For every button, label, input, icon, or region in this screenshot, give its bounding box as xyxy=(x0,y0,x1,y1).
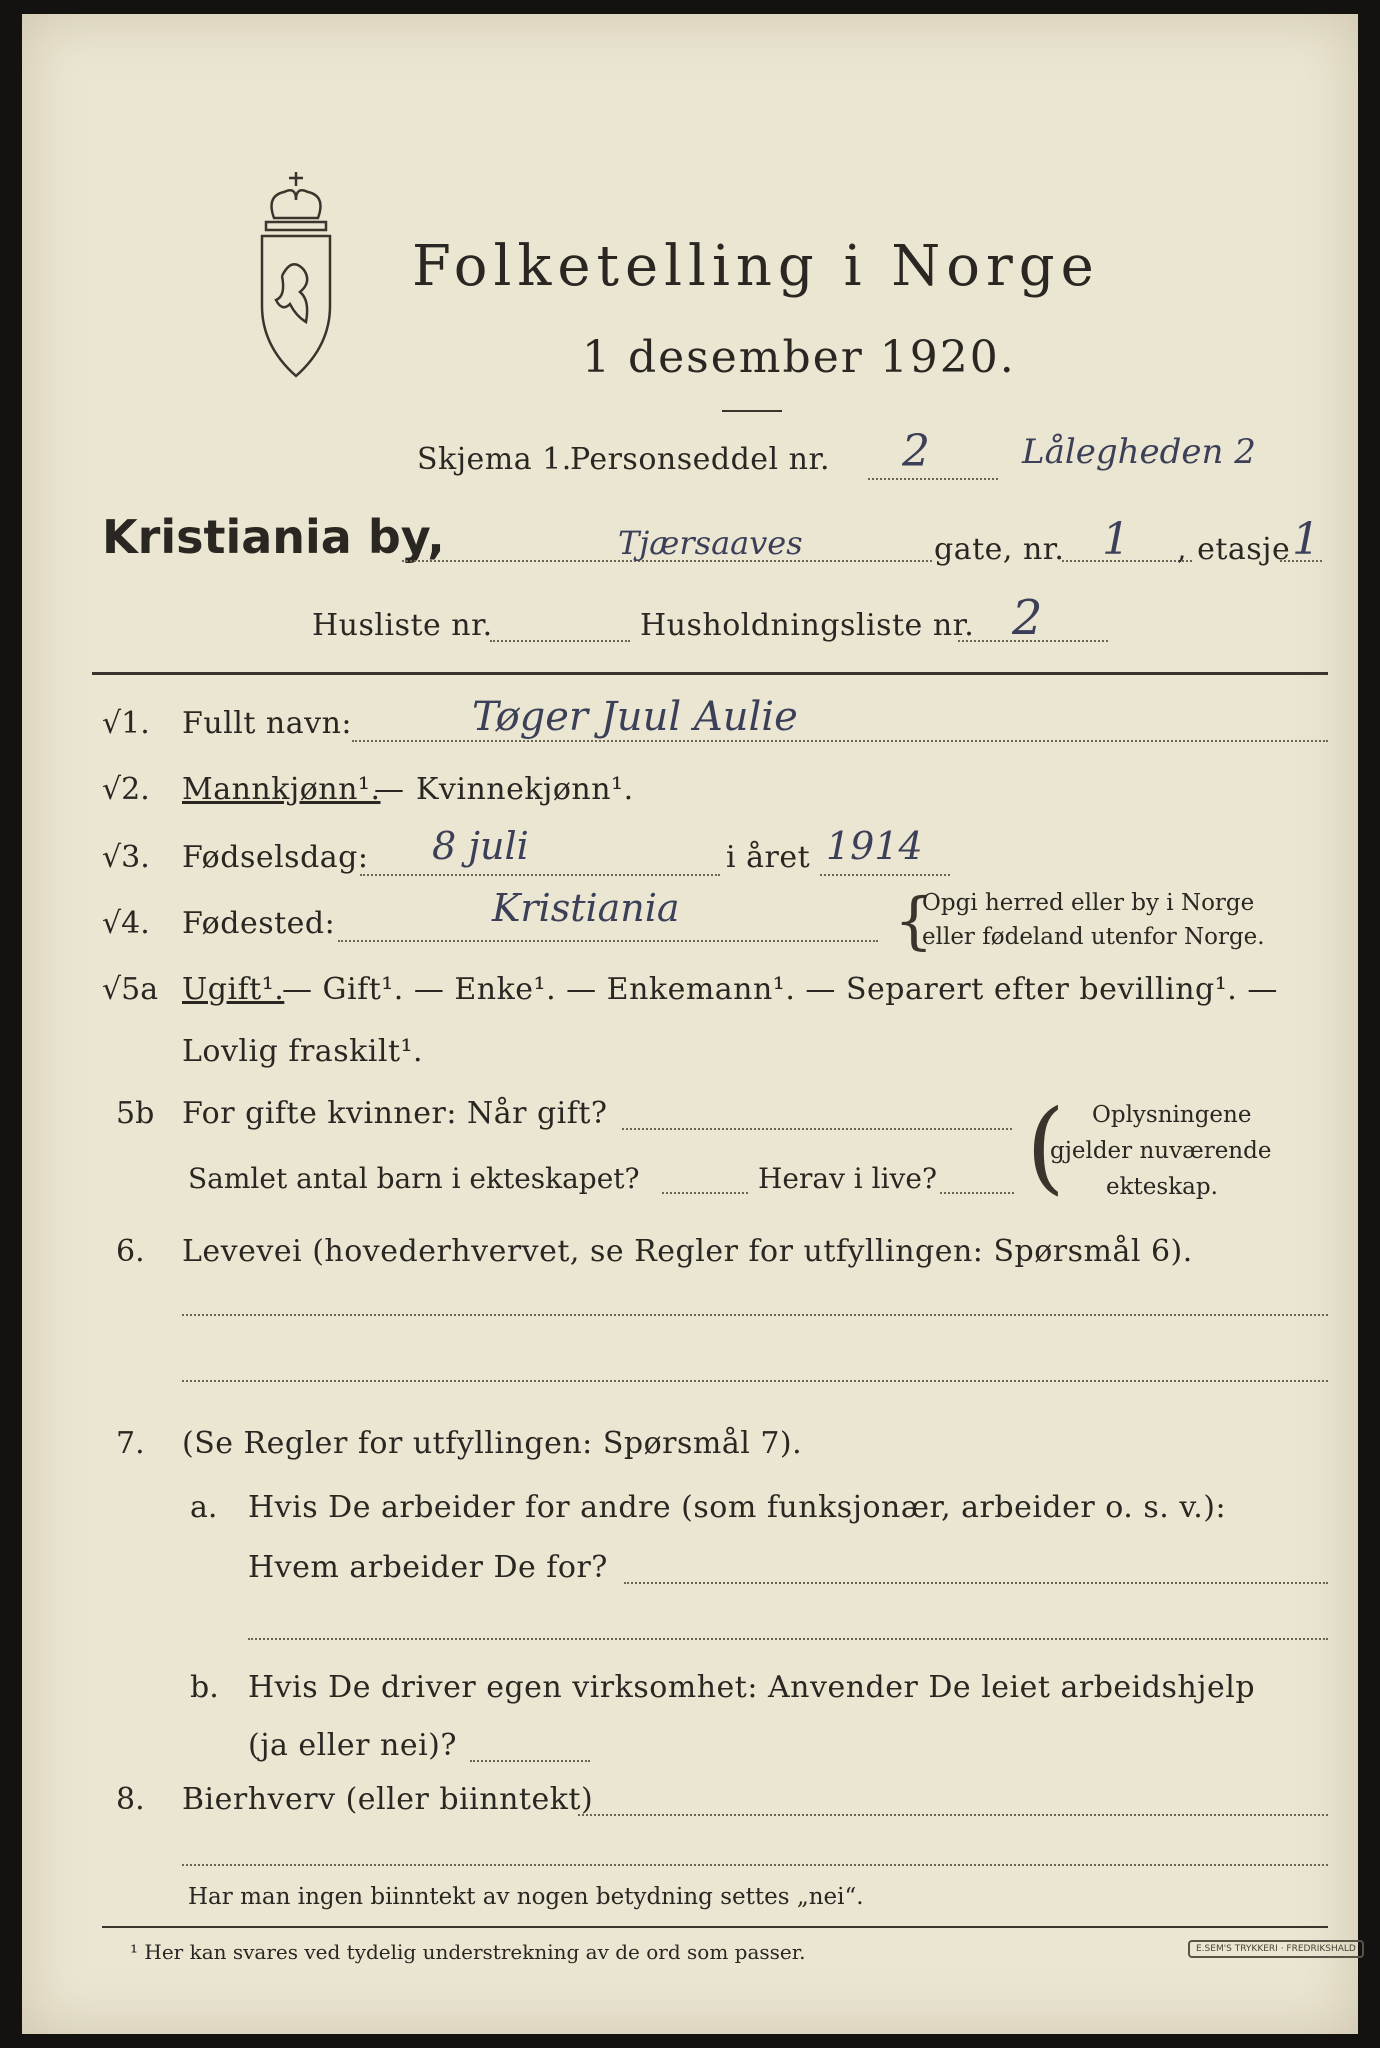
footnote: ¹ Her kan svares ved tydelig understrekning av de ord som passer. xyxy=(130,1940,806,1964)
census-form-page xyxy=(22,14,1358,2034)
q7-number: 7. xyxy=(116,1426,145,1461)
gate-label: gate, nr. xyxy=(934,532,1065,567)
q8-label: Bierhverv (eller biinntekt) xyxy=(182,1782,594,1817)
etasje-value: 1 xyxy=(1292,514,1320,565)
q7a-line1: Hvis De arbeider for andre (som funksjonær, arbeider o. s. v.): xyxy=(248,1490,1227,1525)
husliste-field[interactable] xyxy=(490,640,630,642)
married-date-field[interactable] xyxy=(622,1128,1012,1130)
q3-number: √3. xyxy=(102,840,150,875)
q8-note: Har man ingen biinntekt av nogen betydning settes „nei“. xyxy=(188,1884,864,1910)
census-date: 1 desember 1920. xyxy=(582,332,1016,383)
birth-year-field[interactable] xyxy=(820,874,950,876)
full-name-value: Tøger Juul Aulie xyxy=(472,694,798,740)
birth-year-value: 1914 xyxy=(826,824,923,868)
q5b-note-line2: gjelder nuværende xyxy=(1050,1138,1272,1164)
q5b-brace: ( xyxy=(1026,1088,1066,1205)
q5b-note-line3: ekteskap. xyxy=(1106,1174,1218,1200)
q7b-line1: Hvis De driver egen virksomhet: Anvender De leiet arbeidshjelp xyxy=(248,1670,1256,1705)
gate-nr-value: 1 xyxy=(1102,514,1130,565)
q5b-label3: Herav i live? xyxy=(758,1162,937,1195)
birthday-value: 8 juli xyxy=(432,824,529,868)
q5b-label1: For gifte kvinner: Når gift? xyxy=(182,1096,608,1131)
city-label: Kristiania by, xyxy=(102,510,445,564)
q7a-line2: Hvem arbeider De for? xyxy=(248,1550,608,1585)
q6-label: Levevei (hovederhvervet, se Regler for utfyllingen: Spørsmål 6). xyxy=(182,1234,1193,1269)
q7b-letter: b. xyxy=(190,1670,219,1705)
birthplace-value: Kristiania xyxy=(492,886,680,930)
q4-note-line2: eller fødeland utenfor Norge. xyxy=(922,924,1265,950)
husholdning-label: Husholdningsliste nr. xyxy=(640,608,975,643)
q2-female[interactable]: Kvinnekjønn¹. xyxy=(416,772,634,807)
q2-male[interactable]: Mannkjønn¹. xyxy=(182,772,381,807)
q7b-line2: (ja eller nei)? xyxy=(248,1728,457,1763)
personseddel-note: Lålegheden 2 xyxy=(1022,432,1256,472)
etasje-label: , etasje xyxy=(1177,532,1291,567)
birthplace-field[interactable] xyxy=(338,940,878,942)
personseddel-value: 2 xyxy=(902,426,930,477)
q4-label: Fødested: xyxy=(182,906,336,941)
side-income-field[interactable] xyxy=(578,1814,1328,1816)
q1-label: Fullt navn: xyxy=(182,706,353,741)
q5a-options[interactable]: — Gift¹. — Enke¹. — Enkemann¹. — Separert efter bevilling¹. — xyxy=(282,972,1278,1007)
employer-field[interactable] xyxy=(624,1582,1328,1584)
coat-of-arms-icon xyxy=(252,166,340,386)
birthday-field[interactable] xyxy=(360,874,720,876)
personseddel-field[interactable] xyxy=(868,478,998,480)
occupation-field-1[interactable] xyxy=(182,1314,1328,1316)
q2-number: √2. xyxy=(102,772,150,807)
husliste-label: Husliste nr. xyxy=(312,608,493,643)
q5a-number: √5a xyxy=(102,972,159,1007)
q5a-ugift[interactable]: Ugift¹. xyxy=(182,972,285,1007)
q7a-letter: a. xyxy=(190,1490,218,1525)
q5b-label2: Samlet antal barn i ekteskapet? xyxy=(188,1162,640,1195)
q4-brace: { xyxy=(894,884,934,957)
footer-divider xyxy=(102,1926,1328,1928)
q3-label: Fødselsdag: xyxy=(182,840,369,875)
husholdning-value: 2 xyxy=(1012,590,1043,646)
q1-number: √1. xyxy=(102,706,150,741)
q4-number: √4. xyxy=(102,906,150,941)
children-alive-field[interactable] xyxy=(940,1192,1014,1194)
children-count-field[interactable] xyxy=(662,1192,748,1194)
title-divider xyxy=(722,410,782,412)
q8-number: 8. xyxy=(116,1782,145,1817)
hired-help-field[interactable] xyxy=(470,1760,590,1762)
skjema-label: Skjema 1. xyxy=(417,442,572,477)
header-divider xyxy=(92,672,1328,675)
full-name-field[interactable] xyxy=(352,740,1328,742)
q4-note-line1: Opgi herred eller by i Norge xyxy=(922,890,1255,916)
q7-label: (Se Regler for utfyllingen: Spørsmål 7). xyxy=(182,1426,803,1461)
employer-field-2[interactable] xyxy=(248,1638,1328,1640)
printer-stamp: E.SEM'S TRYKKERI · FREDRIKSHALD xyxy=(1188,1940,1364,1958)
q6-number: 6. xyxy=(116,1234,145,1269)
side-income-field-2[interactable] xyxy=(182,1864,1328,1866)
street-value: Tjærsaaves xyxy=(618,524,803,562)
form-title: Folketelling i Norge xyxy=(412,234,1100,299)
occupation-field-2[interactable] xyxy=(182,1380,1328,1382)
q5b-note-line1: Oplysningene xyxy=(1092,1102,1252,1128)
q5a-line2[interactable]: Lovlig fraskilt¹. xyxy=(182,1034,424,1069)
personseddel-label: Personseddel nr. xyxy=(570,442,831,477)
q5b-number: 5b xyxy=(116,1096,155,1131)
q2-separator: — xyxy=(374,772,405,807)
q3-year-label: i året xyxy=(726,840,811,875)
